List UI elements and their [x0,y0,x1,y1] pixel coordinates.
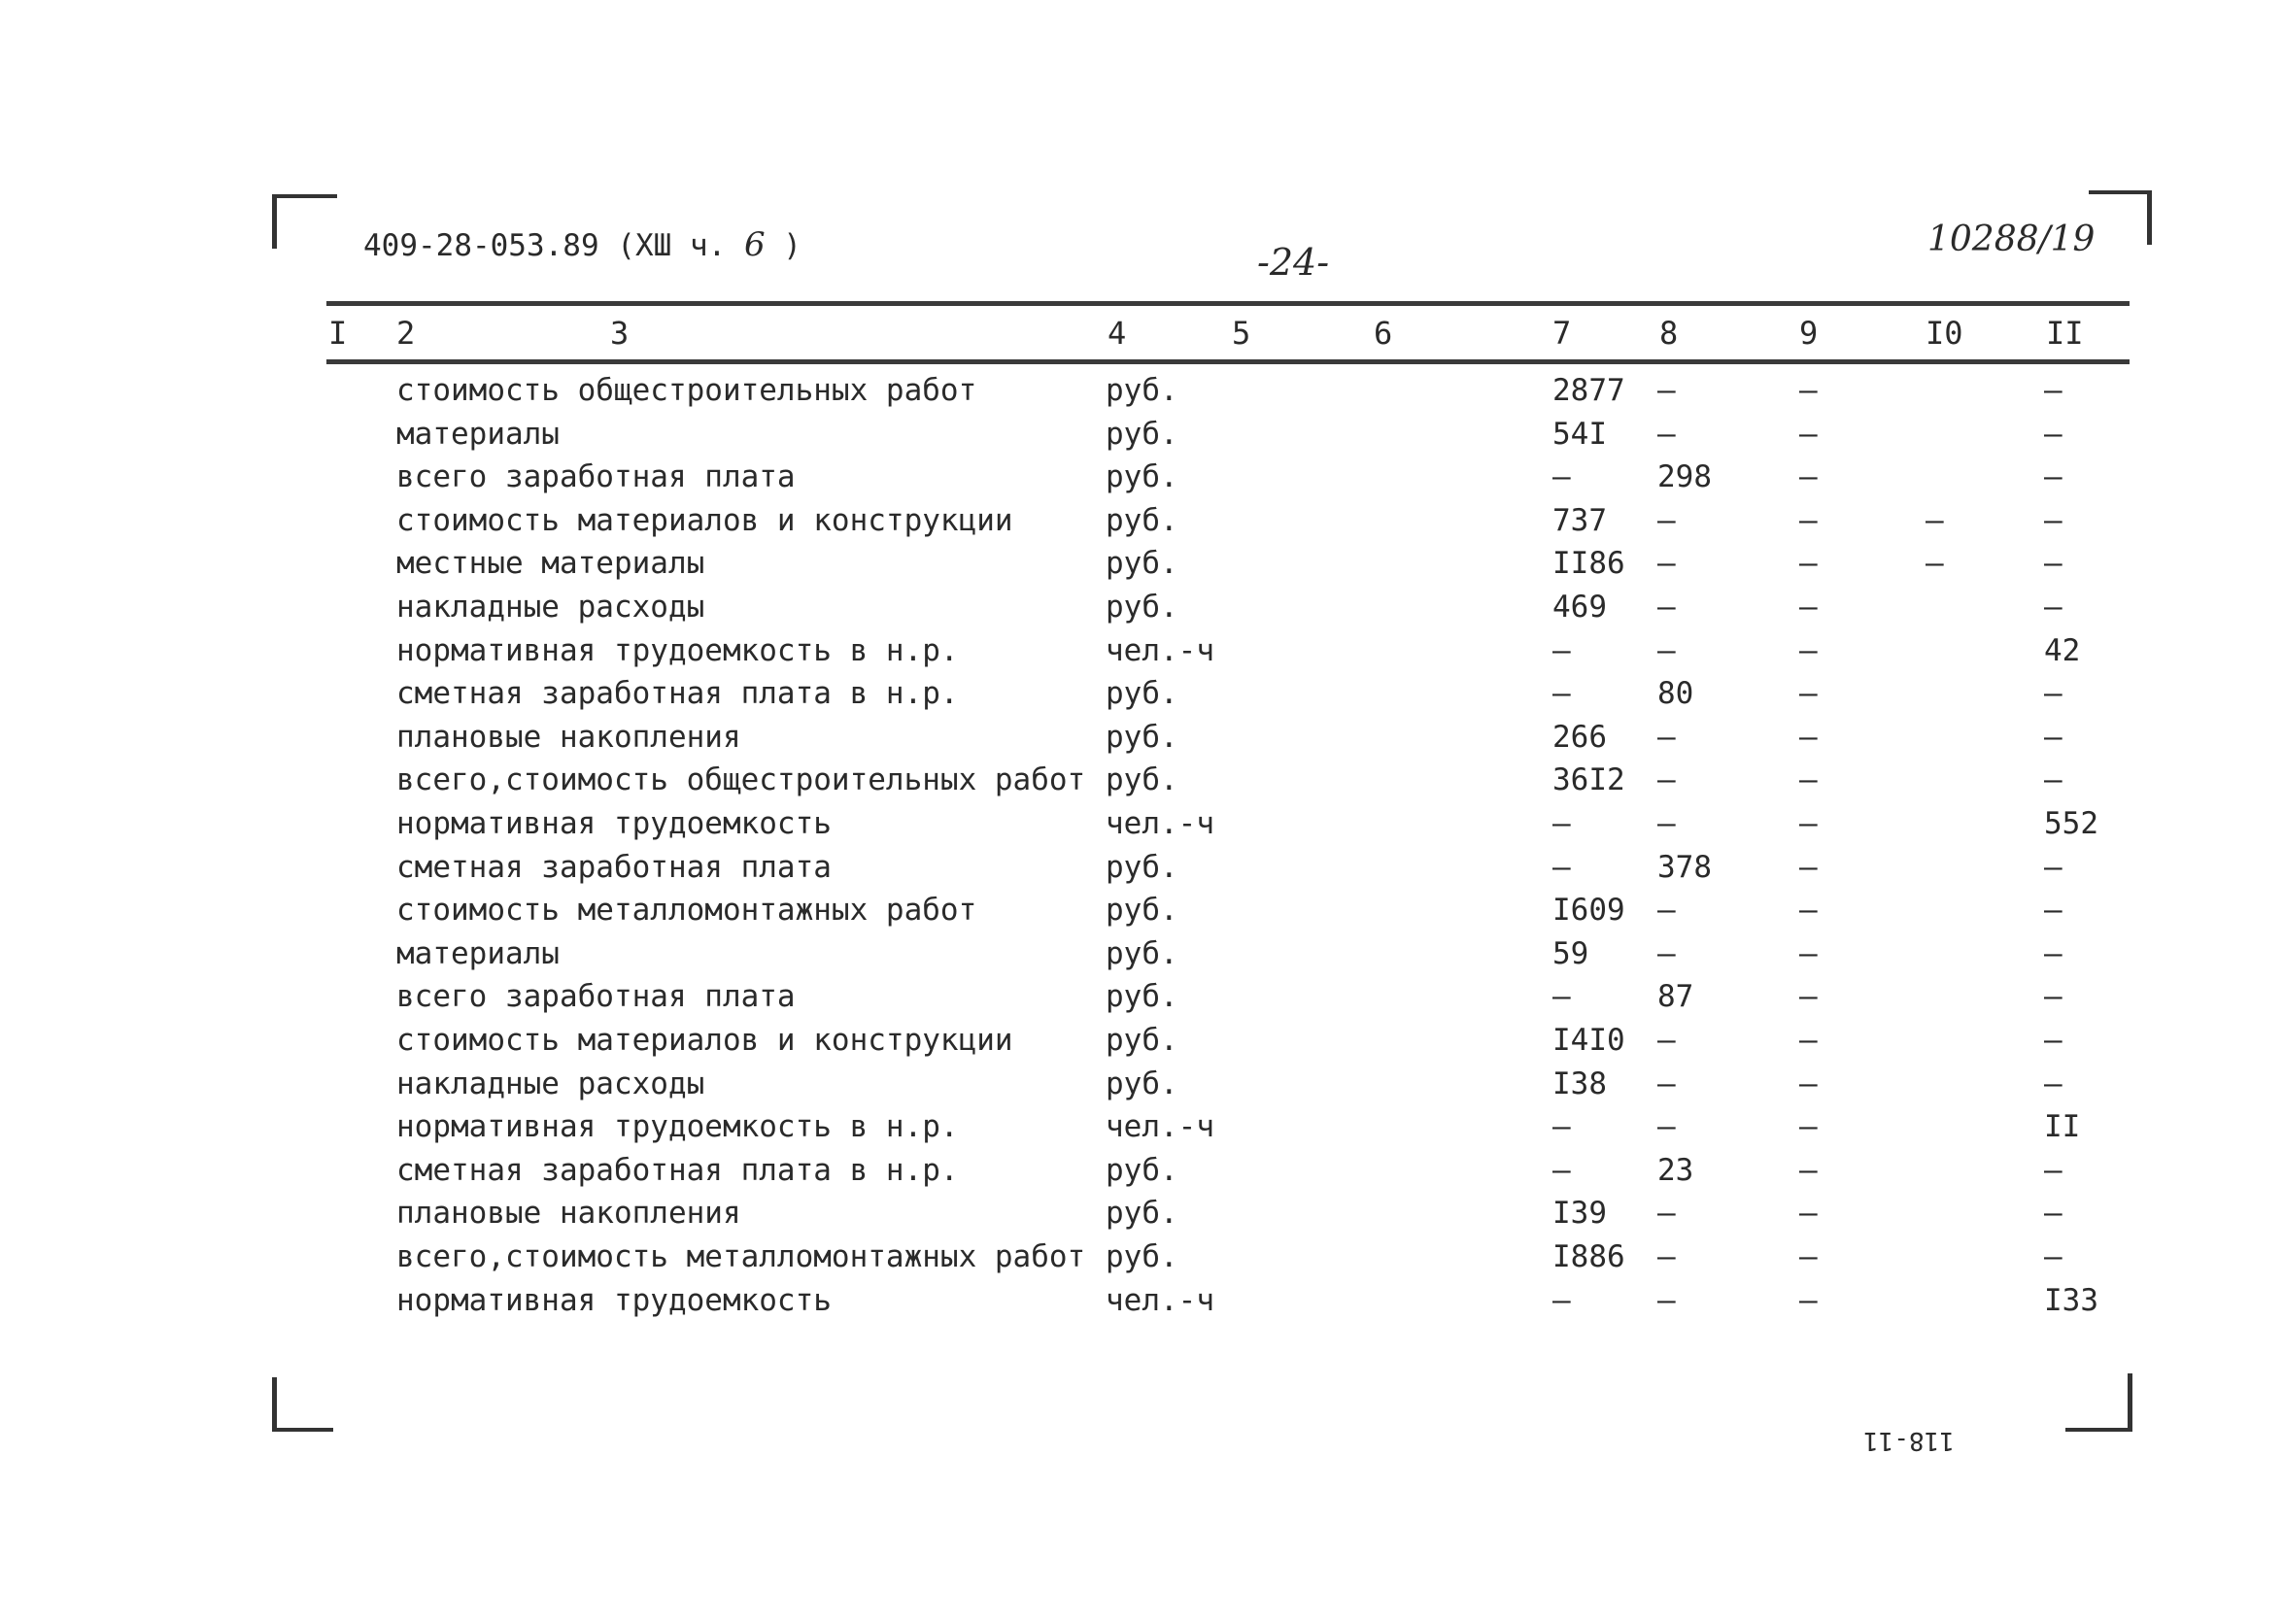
row-name: стоимость материалов и конструкции [396,1023,1013,1058]
row-col-7: – [1552,806,1571,841]
row-col-7: 59 [1552,935,1589,971]
row-col-9: – [1799,502,1818,538]
row-col-9: – [1799,849,1818,885]
table-row [0,1105,2284,1149]
row-col-11: – [2044,373,2062,408]
row-col-11: – [2044,416,2062,452]
row-col-8: – [1657,1066,1676,1101]
table-row [0,846,2284,890]
row-col-11: – [2044,1196,2062,1232]
row-col-7: 737 [1552,502,1607,538]
row-col-7: – [1552,849,1571,885]
table-row [0,1279,2284,1323]
row-col-11: – [2044,502,2062,538]
row-unit: руб. [1106,1196,1178,1232]
table-row [0,716,2284,760]
row-col-8: – [1657,1196,1676,1232]
row-col-8: 23 [1657,1152,1694,1188]
row-col-9: – [1799,979,1818,1015]
row-name: плановые накопления [396,1196,741,1232]
row-unit: руб. [1106,1066,1178,1101]
row-name: всего заработная плата [396,459,796,495]
table-row [0,1063,2284,1106]
row-col-11: I33 [2044,1282,2098,1318]
row-col-9: – [1799,719,1818,755]
frame-corner-bottom-right [2065,1373,2132,1432]
row-col-11: – [2044,546,2062,582]
row-col-8: – [1657,719,1676,755]
table-row [0,1019,2284,1063]
table-row [0,1235,2284,1279]
row-col-9: – [1799,416,1818,452]
row-unit: руб. [1106,373,1178,408]
row-unit: руб. [1106,459,1178,495]
row-col-7: 36I2 [1552,762,1625,798]
column-header-11: II [2046,315,2084,352]
row-col-11: 42 [2044,632,2081,668]
row-col-8: 378 [1657,849,1712,885]
row-unit: чел.-ч [1106,632,1214,668]
table-row [0,413,2284,457]
row-name: накладные расходы [396,590,705,625]
row-unit: чел.-ч [1106,1109,1214,1145]
row-name: стоимость материалов и конструкции [396,502,1013,538]
row-col-9: – [1799,1152,1818,1188]
column-header-10: I0 [1926,315,1963,352]
row-name: накладные расходы [396,1066,705,1101]
table-row [0,889,2284,932]
row-col-11: II [2044,1109,2081,1145]
table-row [0,1192,2284,1235]
row-col-8: – [1657,893,1676,929]
column-header-4: 4 [1108,315,1127,352]
row-name: нормативная трудоемкость [396,1282,832,1318]
row-col-11: – [2044,893,2062,929]
table-header-rule [326,359,2130,364]
row-col-9: – [1799,762,1818,798]
row-col-11: 552 [2044,806,2098,841]
row-col-9: – [1799,546,1818,582]
row-col-9: – [1799,632,1818,668]
column-header-6: 6 [1374,315,1393,352]
row-col-7: – [1552,1282,1571,1318]
row-col-7: I38 [1552,1066,1607,1101]
row-unit: руб. [1106,546,1178,582]
row-name: всего,стоимость общестроительных работ [396,762,1086,798]
row-unit: чел.-ч [1106,806,1214,841]
row-unit: руб. [1106,1023,1178,1058]
row-col-8: – [1657,1023,1676,1058]
row-col-9: – [1799,373,1818,408]
row-name: сметная заработная плата [396,849,832,885]
row-name: материалы [396,416,560,452]
row-unit: руб. [1106,719,1178,755]
row-unit: руб. [1106,935,1178,971]
column-header-8: 8 [1659,315,1679,352]
row-col-11: – [2044,590,2062,625]
row-col-9: – [1799,1239,1818,1274]
row-col-7: – [1552,979,1571,1015]
table-row [0,629,2284,673]
row-col-7: – [1552,676,1571,712]
row-col-9: – [1799,1023,1818,1058]
row-name: нормативная трудоемкость [396,806,832,841]
column-header-1: I [328,315,348,352]
table-row [0,456,2284,499]
column-header-9: 9 [1799,315,1819,352]
row-col-10: – [1926,502,1944,538]
row-col-11: – [2044,849,2062,885]
frame-corner-bottom-left [272,1377,333,1432]
row-col-11: – [2044,459,2062,495]
row-col-8: – [1657,762,1676,798]
row-col-7: I609 [1552,893,1625,929]
row-col-8: – [1657,546,1676,582]
row-unit: руб. [1106,590,1178,625]
row-col-7: I39 [1552,1196,1607,1232]
row-col-8: 80 [1657,676,1694,712]
row-col-7: I4I0 [1552,1023,1625,1058]
table-row [0,586,2284,629]
row-col-7: – [1552,1109,1571,1145]
row-unit: руб. [1106,1152,1178,1188]
row-col-10: – [1926,546,1944,582]
column-header-3: 3 [610,315,630,352]
row-col-8: – [1657,373,1676,408]
row-name: стоимость металломонтажных работ [396,893,977,929]
column-header-7: 7 [1552,315,1572,352]
row-col-8: 298 [1657,459,1712,495]
row-col-7: – [1552,1152,1571,1188]
row-col-7: 469 [1552,590,1607,625]
table-row [0,932,2284,976]
table-row [0,1149,2284,1193]
table-body [0,369,2284,1331]
table-row [0,499,2284,543]
document-code [363,225,801,264]
row-col-11: – [2044,1239,2062,1274]
doc-part-number: 6 [743,225,766,264]
row-col-11: – [2044,935,2062,971]
doc-code-text: 409-28-053.89 (ХШ ч. [363,228,727,263]
row-unit: руб. [1106,676,1178,712]
row-col-9: – [1799,893,1818,929]
doc-code-close: ) [783,228,801,263]
row-unit: руб. [1106,1239,1178,1274]
row-name: сметная заработная плата в н.р. [396,1152,959,1188]
row-name: стоимость общестроительных работ [396,373,977,408]
table-row [0,542,2284,586]
row-col-11: – [2044,979,2062,1015]
row-col-7: 266 [1552,719,1607,755]
archive-number: 10288/19 [1927,220,2096,259]
row-col-11: – [2044,762,2062,798]
row-col-7: 2877 [1552,373,1625,408]
row-col-8: – [1657,590,1676,625]
row-col-9: – [1799,1109,1818,1145]
column-header-5: 5 [1232,315,1251,352]
row-col-9: – [1799,1282,1818,1318]
table-top-rule [326,301,2130,306]
row-col-11: – [2044,719,2062,755]
row-col-7: I886 [1552,1239,1625,1274]
row-name: всего заработная плата [396,979,796,1015]
row-col-8: – [1657,935,1676,971]
row-col-11: – [2044,676,2062,712]
frame-corner-top-left [272,194,337,249]
row-col-9: – [1799,1066,1818,1101]
column-header-2: 2 [396,315,416,352]
page-number: -24- [1257,241,1330,284]
row-col-11: – [2044,1152,2062,1188]
row-col-8: 87 [1657,979,1694,1015]
row-col-7: – [1552,459,1571,495]
table-row [0,975,2284,1019]
row-unit: руб. [1106,893,1178,929]
row-unit: руб. [1106,416,1178,452]
row-col-7: 54I [1552,416,1607,452]
row-unit: руб. [1106,979,1178,1015]
row-unit: руб. [1106,762,1178,798]
row-name: материалы [396,935,560,971]
row-unit: руб. [1106,502,1178,538]
row-col-8: – [1657,632,1676,668]
row-col-7: II86 [1552,546,1625,582]
row-name: местные материалы [396,546,705,582]
row-name: нормативная трудоемкость в н.р. [396,632,959,668]
row-col-9: – [1799,676,1818,712]
row-col-9: – [1799,459,1818,495]
bottom-stamp-code: 118-11 [1863,1426,1955,1455]
row-col-8: – [1657,1109,1676,1145]
row-col-7: – [1552,632,1571,668]
row-name: всего,стоимость металломонтажных работ [396,1239,1086,1274]
row-unit: чел.-ч [1106,1282,1214,1318]
row-col-8: – [1657,806,1676,841]
table-row [0,672,2284,716]
frame-corner-top-right [2089,190,2152,245]
row-col-8: – [1657,502,1676,538]
row-name: сметная заработная плата в н.р. [396,676,959,712]
row-col-11: – [2044,1023,2062,1058]
row-col-8: – [1657,1239,1676,1274]
row-col-9: – [1799,806,1818,841]
row-col-9: – [1799,1196,1818,1232]
row-col-8: – [1657,416,1676,452]
row-name: нормативная трудоемкость в н.р. [396,1109,959,1145]
row-col-8: – [1657,1282,1676,1318]
table-row [0,802,2284,846]
row-unit: руб. [1106,849,1178,885]
table-row [0,369,2284,413]
row-col-11: – [2044,1066,2062,1101]
row-col-9: – [1799,935,1818,971]
row-col-9: – [1799,590,1818,625]
row-name: плановые накопления [396,719,741,755]
table-row [0,759,2284,802]
